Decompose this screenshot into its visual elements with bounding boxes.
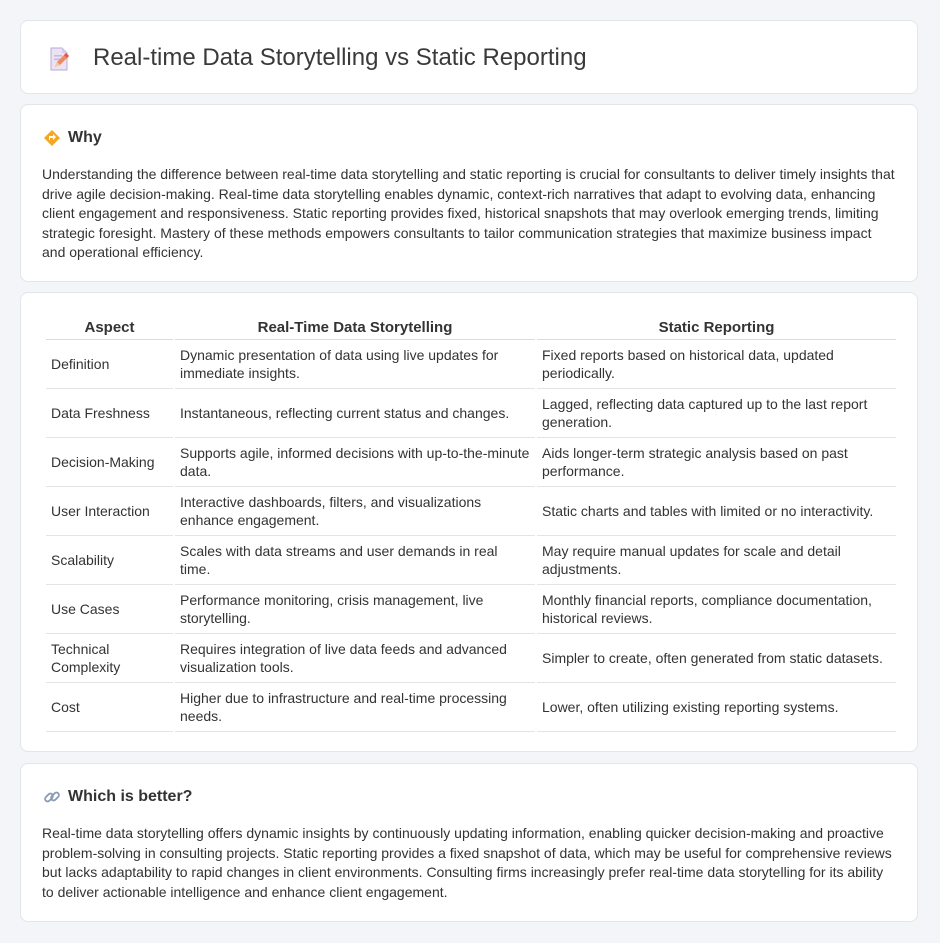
which-better-heading: Which is better? (68, 788, 193, 805)
which-better-section (20, 763, 918, 922)
static-cell: Lower, often utilizing existing reporting systems. (537, 683, 896, 732)
static-cell: Simpler to create, often generated from static datasets. (537, 634, 896, 683)
table-row (46, 634, 896, 683)
table-row (46, 487, 896, 536)
realtime-cell: Higher due to infrastructure and real-time processing needs. (175, 683, 535, 732)
comparison-table (44, 313, 898, 732)
realtime-cell: Supports agile, informed decisions with up-to-the-minute data. (175, 438, 535, 487)
realtime-cell: Instantaneous, reflecting current status and changes. (175, 389, 535, 438)
aspect-cell: Cost (46, 683, 173, 732)
why-heading: Why (68, 129, 102, 146)
realtime-cell: Dynamic presentation of data using live updates for immediate insights. (175, 340, 535, 389)
column-header: Static Reporting (537, 313, 896, 340)
realtime-cell: Scales with data streams and user demands in real time. (175, 536, 535, 585)
edit-document-icon (47, 46, 71, 72)
which-better-text: Real-time data storytelling offers dynamic insights by continuously updating information, enabling quicker decision-making and proactive problem-solving in consulting projects. Static reporting provides a fixed snapshot of data, which may be useful for comprehensive reviews but lacks adaptability to rapid changes in client environments. Consulting firms increasingly prefer real-time data storytelling for its ability to deliver actionable intelligence and enhance client engagement. (42, 825, 892, 900)
comparison-section (20, 292, 918, 752)
table-header-row (46, 313, 896, 340)
column-header: Real-Time Data Storytelling (175, 313, 535, 340)
realtime-cell: Requires integration of live data feeds and advanced visualization tools. (175, 634, 535, 683)
aspect-cell: User Interaction (46, 487, 173, 536)
aspect-cell: Technical Complexity (46, 634, 173, 683)
table-row (46, 340, 896, 389)
aspect-cell: Definition (46, 340, 173, 389)
realtime-cell: Interactive dashboards, filters, and visualizations enhance engagement. (175, 487, 535, 536)
static-cell: Aids longer-term strategic analysis based on past performance. (537, 438, 896, 487)
table-row (46, 438, 896, 487)
diamond-warning-icon (43, 129, 61, 147)
header-card (20, 20, 918, 94)
page-title: Real-time Data Storytelling vs Static Reporting (93, 44, 587, 71)
table-row (46, 536, 896, 585)
aspect-cell: Data Freshness (46, 389, 173, 438)
aspect-cell: Scalability (46, 536, 173, 585)
link-icon (43, 788, 61, 806)
why-section (20, 104, 918, 282)
realtime-cell: Performance monitoring, crisis management, live storytelling. (175, 585, 535, 634)
static-cell: Monthly financial reports, compliance documentation, historical reviews. (537, 585, 896, 634)
table-row (46, 389, 896, 438)
table-row (46, 683, 896, 732)
aspect-cell: Decision-Making (46, 438, 173, 487)
column-header: Aspect (46, 313, 173, 340)
static-cell: Static charts and tables with limited or no interactivity. (537, 487, 896, 536)
table-row (46, 585, 896, 634)
static-cell: May require manual updates for scale and detail adjustments. (537, 536, 896, 585)
static-cell: Lagged, reflecting data captured up to the last report generation. (537, 389, 896, 438)
why-text: Understanding the difference between real-time data storytelling and static reporting is crucial for consultants to deliver timely insights that drive agile decision-making. Real-time data storytelling enables dynamic, context-rich narratives that adapt to evolving data, enhancing client engagement and responsiveness. Static reporting provides fixed, historical snapshots that may overlook emerging trends, limiting strategic foresight. Mastery of these methods empowers consultants to tailor communication strategies that maximize business impact and operational efficiency. (42, 166, 895, 261)
static-cell: Fixed reports based on historical data, updated periodically. (537, 340, 896, 389)
aspect-cell: Use Cases (46, 585, 173, 634)
